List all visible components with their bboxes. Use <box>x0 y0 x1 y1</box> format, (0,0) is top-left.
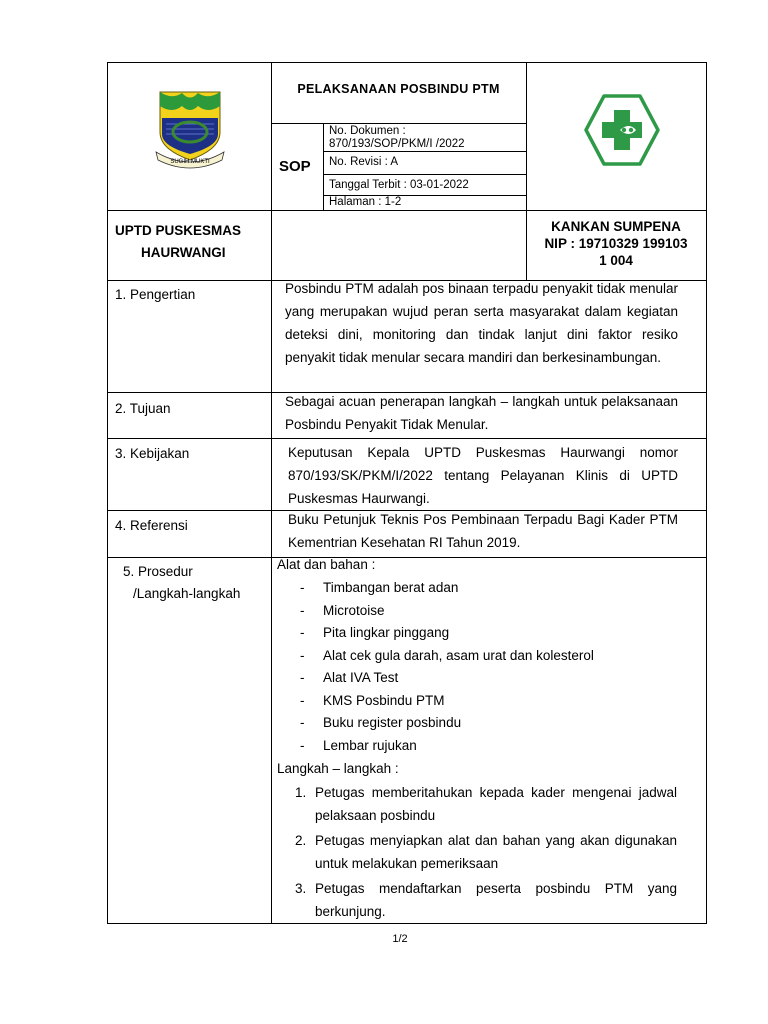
doc-number-value: 870/193/SOP/PKM/I /2022 <box>329 138 465 150</box>
list-item: - Lembar rujukan <box>300 737 417 753</box>
list-item: - Alat IVA Test <box>300 670 399 685</box>
document-title: PELAKSANAAN POSBINDU PTM <box>297 82 500 96</box>
list-item: 3. Petugas mendaftarkan peserta posbindu PTM yang berkunjung. <box>295 881 677 919</box>
list-item: 1. Petugas memberitahukan kepada kader mengenai jadwal pelaksaan posbindu <box>295 785 677 823</box>
list-item: 2. Petugas menyiapkan alat dan bahan yang akan digunakan untuk melakukan pemeriksaan <box>295 833 677 871</box>
head-nip-line2: 1 004 <box>599 253 633 268</box>
list-item: - KMS Posbindu PTM <box>300 692 445 708</box>
list-item: - Timbangan berat adan <box>300 580 459 595</box>
health-cross-logo <box>584 94 660 166</box>
page-count: Halaman : 1-2 <box>329 196 402 208</box>
list-item: - Microtoise <box>300 602 385 618</box>
crest-banner-text: SUGIH MUKTI <box>170 159 210 165</box>
section-label-referensi: 4. Referensi <box>115 518 188 533</box>
regency-crest-logo <box>152 88 228 170</box>
section-label-kebijakan: 3. Kebijakan <box>115 446 190 461</box>
section-text-referensi: Buku Petunjuk Teknis Pos Pembinaan Terpadu Bagi Kader PTM Kementrian Kesehatan RI Tahun 2019. <box>288 512 678 550</box>
section-label-prosedur: 5. Prosedur <box>123 564 193 579</box>
tools-heading: Alat dan bahan : <box>277 557 376 572</box>
section-label-prosedur-sub: /Langkah-langkah <box>133 586 241 601</box>
sop-label: SOP <box>279 158 311 175</box>
steps-list <box>278 781 677 923</box>
section-label-tujuan: 2. Tujuan <box>115 401 171 416</box>
list-item: - Buku register posbindu <box>300 715 462 730</box>
doc-number-label: No. Dokumen : <box>329 125 406 137</box>
head-nip-line1: NIP : 19710329 199103 <box>544 236 688 251</box>
revision-number: No. Revisi : A <box>329 156 399 168</box>
section-text-kebijakan: Keputusan Kepala UPTD Puskesmas Haurwangi nomor 870/193/SK/PKM/I/2022 tentang Pelayanan Klinis di UPTD Puskesmas Haurwangi. <box>288 445 678 506</box>
steps-heading: Langkah – langkah : <box>277 761 399 776</box>
section-text-tujuan: Sebagai acuan penerapan langkah – langkah untuk pelaksanaan Posbindu Penyakit Tidak Menular. <box>285 394 678 432</box>
tools-list <box>276 577 676 757</box>
head-name: KANKAN SUMPENA <box>551 219 681 234</box>
section-text-pengertian: Posbindu PTM adalah pos binaan terpadu penyakit tidak menular yang merupakan wujud peran serta masyarakat dalam kegiatan deteksi dini, monitoring dan tindak lanjut dini faktor resiko penyakit tidak menular secara mandiri dan berkesinambungan. <box>285 281 678 365</box>
list-item: - Pita lingkar pinggang <box>300 625 450 640</box>
issue-date: Tanggal Terbit : 03-01-2022 <box>329 179 469 191</box>
section-label-pengertian: 1. Pengertian <box>115 287 196 302</box>
org-name-line2: HAURWANGI <box>141 245 226 260</box>
list-item: - Alat cek gula darah, asam urat dan kolesterol <box>300 647 594 663</box>
org-name-line1: UPTD PUSKESMAS <box>115 223 242 238</box>
page-number: 1/2 <box>392 933 408 945</box>
